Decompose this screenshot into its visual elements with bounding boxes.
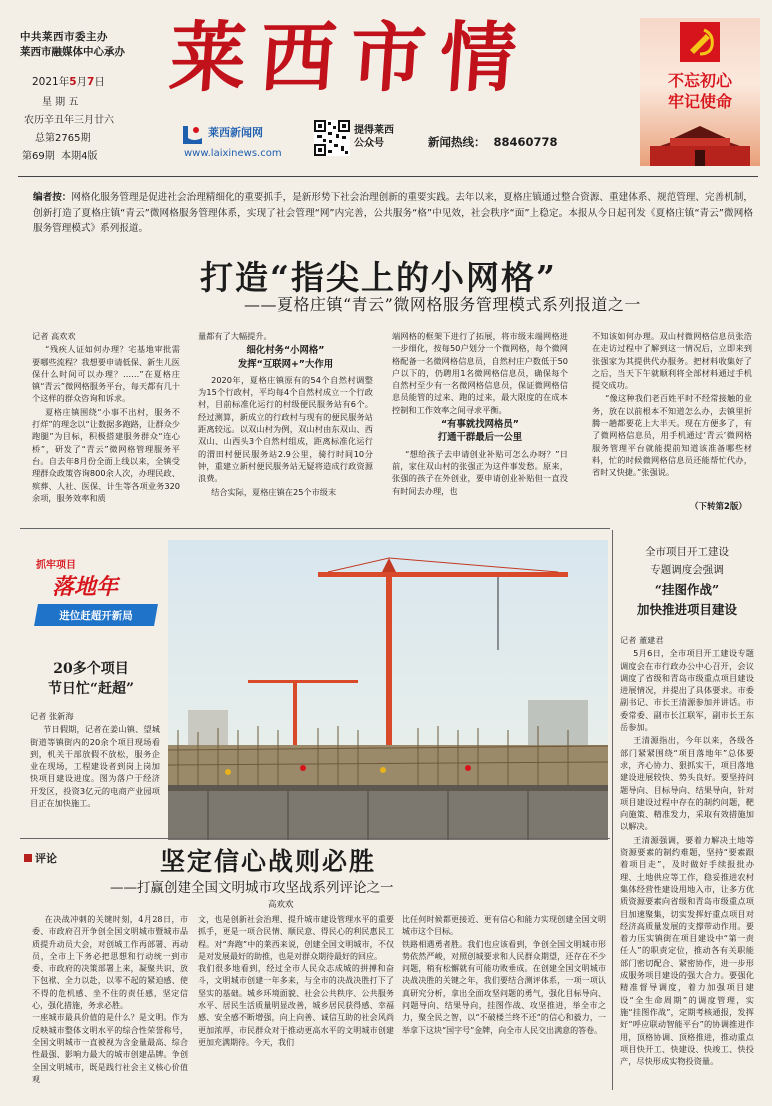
construction-photo: [168, 540, 608, 840]
commentary-headline: 坚定信心战则必胜: [160, 847, 377, 876]
lead-subhead: ——夏格庄镇“青云”微网格服务管理模式系列报道之一: [244, 295, 641, 314]
project-ribbon-text: 进位赶超开新局: [59, 610, 133, 622]
slogan-panel: [640, 18, 760, 166]
qr-code-icon: [314, 120, 350, 156]
commentary-column-1: [32, 914, 188, 1100]
commentary-paragraph: 比任何时候都更接近、更有信心和能力实现创建全国文明城市这个目标。 铁路相遇勇者胜。我们也应该看到，争创全国文明城市形势依然严峻，对照创城要求和人民群众期望，还存在不少问题，稍有松懈就有可能功败垂成。在创建全国文明城市决战决胜的关键之年，我们要结合测评体系，一项一项认真研究分析，拿出全面攻坚问题的勇气，强化目标导向、问题导向、结果导向，挂图作战、攻坚推进，举全市之力，聚全民之智，以“不破楼兰终不还”的信心和毅力，一举拿下这块“国字号”金牌，向全市人民交出满意的答卷。: [402, 915, 606, 1035]
photo-story-text: [30, 710, 160, 830]
right-paragraph: 5月6日，全市项目开工建设专题调度会在市行政办公中心召开，会议调度了省级和青岛市级重点项目建设进展情况，并提出了具体要求。市委副书记、市长王清源参加并讲话。市委常委、副市长江联军，副市长王东岳参加。: [620, 648, 754, 733]
section-square-icon: [24, 854, 32, 862]
commentary-paragraph: 文，也是创新社会治理、提升城市建设管理水平的重要抓手，更是一项合民情、顺民意、得民心的利民惠民工程。对“奔跑”中的莱西来说，创建全国文明城市，不仅是对发展最好的助推，也是对群众期待最好的回应。 我们很多地看到，经过全市人民众志成城的拼搏和奋斗，文明城市创建一年多来，与全市的决战决胜打下了坚实的基础。城乡环境面貌、社会公共秩序、公共服务水平、居民生活质量明显改善，城乡居民获得感、幸福感、安全感不断增强，向上向善、诚信互助的社会风尚更加浓厚，市民群众对于推动更高水平的文明城市创建更加充满期待。今天，我们: [198, 915, 394, 1047]
continued-note: （下转第2版）: [690, 502, 747, 512]
lead-paragraph-cont: 量都有了大幅提升。: [198, 331, 272, 341]
lead-subheading-2: 打通干群最后一公里: [437, 432, 523, 444]
lunar-date: 农历辛丑年三月廿六: [24, 115, 114, 126]
website-url[interactable]: www.laixinews.com: [184, 148, 282, 159]
construction-site-image: [168, 540, 608, 840]
commentary-section-label: 评论: [24, 850, 57, 866]
publisher-line-2: 莱西市融媒体中心承办: [20, 46, 125, 58]
slogan-line-2: 牢记使命: [667, 92, 732, 111]
news-hotline: 新闻热线： 88460778: [428, 135, 558, 149]
right-paragraph: 王清源指出，今年以来，各级各部门紧紧围绕“项目落地年”总体要求，齐心协力、狠抓实干，项目落地建设进展较快、势头良好。要坚持问题导向、目标导向、结果导向，针对项目建设过程中存在的制约问题，靶向施策、精准发力，采取有效措施加以解决。: [620, 735, 754, 832]
lead-subheading: “有事就找网格员”: [441, 419, 519, 431]
right-paragraph: 王清源强调，要着力解决土地等资源要素的制约难题，坚持“要素跟着项目走”，及时做好手续报批办理、土地供应等工作，稳妥推进农村集体经营性建设用地入市，让多方优质资源要素向省级和青岛市级重点项目加速聚集，切实发挥好重点项目对经济高质量发展的支撑带动作用。要着力压实镇街在项目建设中“第一责任人”的职责定位，推动各有关职能部门密切配合、紧密协作，进一步形成服务项目建设的强大合力。要强化精准督导调度，着力加强项目建设“全生命周期”的调度管理，实施“挂图作战”，定期考核通报，发挥好“呼应联动智能平台”的协调推进作用，顶格协调、顶格推进，推动重点项目快开工、快建设、快竣工、快投产，尽快形成实物投资量。: [620, 834, 754, 1067]
right-byline: 记者 董建君: [620, 635, 664, 645]
right-kicker-2: 专题调度会强调: [650, 564, 724, 576]
qr-caption: 提得莱西 公众号: [354, 125, 394, 149]
right-headline-2: 加快推进项目建设: [636, 602, 737, 617]
lead-headline: 打造“指尖上的小网格”: [200, 258, 557, 297]
photo-story-divider: [20, 528, 610, 529]
project-slogan: 落地年: [52, 574, 119, 600]
website-logo: [182, 124, 204, 146]
publisher-line: 中共莱西市委主办: [20, 31, 108, 43]
qr-code[interactable]: [314, 120, 350, 156]
commentary-byline: 高欢欢: [268, 900, 294, 910]
lead-column-4: [592, 330, 752, 498]
lead-column-2: [198, 330, 373, 522]
commentary-paragraph: 在决战冲刺的关键时刻，4月28日，市委、市政府召开争创全国文明城市暨城市品质提升动员大会，对创城工作再部署、再动员，全市上下务必把思想和行动统一到市委、市政府的决策部署上来，凝聚共识、放下包袱、全力以赴，以零不起的紧迫感、使不得的危机感、坐不住的责任感，坚定信心，强化措施，务求必胜。 一座城市最具价值的是什么？是文明。作为反映城市整体文明水平的综合性荣誉称号，全国文明城市一直被视为含金量最高、综合性最强、影响力最大的城市创建品牌。争创全国文明城市，既是践行社会主义核心价值观: [32, 915, 188, 1084]
editor-note-label: 编者按：: [33, 192, 72, 203]
newspaper-title: 莱西市情: [166, 13, 534, 102]
lead-paragraph-cont: 不知该如何办理。双山村微网格信息员张浩在走访过程中了解到这一情况后，立即来到张强家为其提供代办服务。把材料收集好了之后，当天下午就顺利将全部材料通过手机提交成功。: [592, 331, 752, 391]
editor-note: [33, 190, 753, 237]
right-kicker: 全市项目开工建设: [645, 546, 729, 558]
right-story-body: [620, 634, 754, 1100]
tiananmen-gate-icon: [640, 116, 760, 166]
photo-story-title: 20多个项目: [53, 661, 129, 677]
lead-paragraph: “残疾人证如何办理？宅基地审批需要哪些流程？我想要申请低保、新生儿医保什么时间可以办理？……”在夏格庄镇“青云”微网格服务平台，每天都有几十个这样的群众咨询和诉求。: [32, 344, 180, 404]
slogan-line-1: 不忘初心: [667, 71, 732, 90]
lead-subheading: 细化村务“小网格”: [246, 345, 325, 357]
lead-paragraph: “像这种我们老百姓平时不经常接触的业务，放在以前根本不知道怎么办，去镇里折腾一趟都要花上大半天。现在方便多了，有了微网格信息员，用手机通过‘青云’微网格服务管理平台就能提前知道该准备哪些材料，忙的时候微网格信息员还能帮忙代办，省时又快捷。”张强说。: [592, 393, 752, 478]
commentary-subhead: ——打赢创建全国文明城市攻坚战系列评论之一: [110, 880, 394, 896]
lead-column-3: [392, 330, 568, 522]
photo-story-sidebar: [22, 548, 160, 868]
total-issue: 总第2765期: [35, 133, 91, 144]
editor-note-text: 网格化服务管理是促进社会治理精细化的重要抓手，是新形势下社会治理创新的重要实践。去年以来，夏格庄镇通过整合资源、重建体系、规范管理、完善机制，创新打造了夏格庄镇“青云”微网格服务管理体系，实现了社会管理“网”内完善，公共服务“格”中见效，社会秩序“面”上稳定。本报从今日起刊发《夏格庄镇“青云”微网格服务管理模式》系列报道。: [33, 192, 754, 234]
commentary-column-3: [402, 914, 606, 1100]
commentary-column-2: [198, 914, 394, 1100]
photo-story-paragraph: 节日假期，记者在姜山镇、望城街道等镇街内的20余个项目现场看到，机关干部放假不放松，服务企业在现场，工程建设者到岗上岗加快项目建设进度。图为落户于经济开发区，投资3亿元的电商产业园项目正在加快施工。: [30, 724, 160, 809]
masthead-divider: [18, 176, 758, 177]
lead-paragraph: “想给孩子去申请创业补贴可怎么办呀？”日前，家住双山村的张强正为这件事发愁。原来，张强的孩子在外创业，要申请创业补贴但一直没有时间去办理，也: [392, 448, 568, 496]
masthead: [0, 0, 772, 175]
issue-date: 2021年5月7日: [32, 76, 105, 88]
photo-story-title-2: 节日忙“赶超”: [47, 681, 135, 697]
party-emblem-icon: [680, 22, 720, 62]
right-headline: “挂图作战”: [654, 582, 720, 597]
lead-subheading-2: 发挥“互联网+”大作用: [237, 358, 334, 370]
lead-byline: 记者 高欢欢: [32, 331, 76, 341]
laixinews-logo-icon: [182, 124, 204, 146]
right-story: [618, 540, 756, 1100]
lead-paragraph-cont: 端网格的框架下进行了拓展，将市级末端网格进一步细化，按每50户划分一个微网格，每个微网格配备一名微网格信息员，自然村庄户数低于50户以下的，仍聘用1名微网格信息员，确保每个自然村至少有一名微网格信息员，保证微网格信息员能管的过来、跑的过来，最大限度的在成本控制和工作效率之间寻求平衡。: [392, 331, 568, 415]
photo-story-byline: 记者 张新海: [30, 711, 74, 721]
issue-number: 第69期 本期4版: [22, 151, 98, 162]
weekday: 星 期 五: [42, 97, 79, 108]
lead-paragraph: 结合实际，夏格庄镇在25个市级末: [211, 486, 337, 497]
project-badge: 抓牢项目: [36, 560, 76, 571]
right-column-divider: [612, 530, 613, 1090]
lead-paragraph: 夏格庄镇围绕“小事不出村，服务不打烊”的理念以“让数据多跑路，让群众少跑腿”为目标，积极搭建服务群众“连心桥”，研发了“青云”微网格管理服务平台。自去年8月份全面上线以来，全镇受理群众政策咨询800余人次，办理民政、殡葬、人社、医保、计生等各项业务320余项，服务效率和质: [32, 406, 180, 503]
commentary-divider: [20, 838, 610, 839]
website-name: 莱西新闻网: [208, 126, 263, 139]
lead-paragraph: 2020年，夏格庄镇原有的54个自然村调整为15个行政村，平均每4个自然村成立一个行政村，目前标准化运行的村级便民服务站有6个。经过测算，新成立的行政村与现有的便民服务站距离较远。以双山村为例，双山村由东双山、西双山、山西头3个自然村组成，距离标准化运行的渭田村便民服务站2.9公里，骑行时间10分钟，重建立新村便民服务站无疑将造成行政资源浪费。: [198, 374, 373, 484]
lead-column-1: [32, 330, 180, 522]
